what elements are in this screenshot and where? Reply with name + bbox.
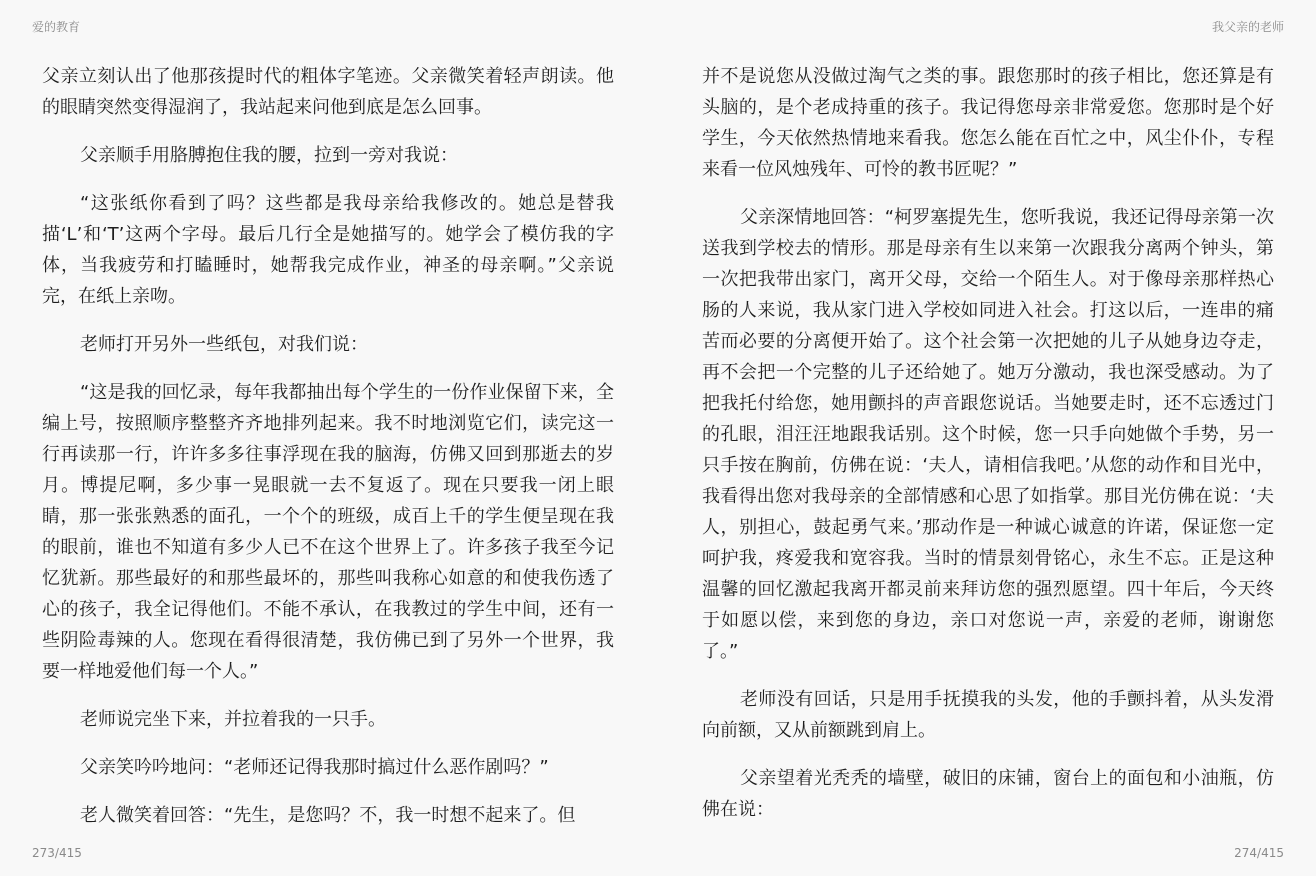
chapter-title: 我父亲的老师 (1211, 20, 1284, 34)
left-page[interactable] (42, 61, 614, 848)
book-title: 爱的教育 (32, 20, 81, 34)
paragraph: 老师说完坐下来，并拉着我的一只手。 (80, 709, 386, 730)
paragraph: 父亲立刻认出了他那孩提时代的粗体字笔迹。父亲微笑着轻声朗读。他的眼睛突然变得湿润了，我站起来问他到底是怎么回事。 (42, 66, 614, 118)
paragraph: 父亲望着光秃秃的墙壁，破旧的床铺，窗台上的面包和小油瓶，仿佛在说： (702, 768, 1274, 820)
right-page[interactable] (702, 61, 1274, 842)
paragraph: 老师打开另外一些纸包，对我们说： (80, 334, 368, 355)
left-page-number: 273/415 (32, 846, 82, 860)
paragraph: 父亲深情地回答：“柯罗塞提先生，您听我说，我还记得母亲第一次送我到学校去的情形。那是母亲有生以来第一次跟我分离两个钟头，第一次把我带出家门，离开父母，交给一个陌生人。对于像母亲那样热心肠的人来说，我从家门进入学校如同进入社会。打这以后，一连串的痛苦而必要的分离便开始了。这个社会第一次把她的儿子从她身边夺走，再不会把一个完整的儿子还给她了。她万分激动，我也深受感动。为了把我托付给您，她用颤抖的声音跟您说话。当她要走时，还不忘透过门的孔眼，泪汪汪地跟我话别。这个时候，您一只手向她做个手势，另一只手按在胸前，仿佛在说：‘夫人，请相信我吧。’从您的动作和目光中，我看得出您对我母亲的全部情感和心思了如指掌。那目光仿佛在说：‘夫人，别担心，鼓起勇气来。’那动作是一种诚心诚意的许诺，保证您一定呵护我，疼爱我和宽容我。当时的情景刻骨铭心，永生不忘。正是这种温馨的回忆激起我离开都灵前来拜访您的强烈愿望。四十年后，今天终于如愿以偿，来到您的身边，亲口对您说一声，亲爱的老师，谢谢您了。” (702, 207, 1274, 662)
paragraph: “这是我的回忆录，每年我都抽出每个学生的一份作业保留下来，全编上号，按照顺序整整齐齐地排列起来。我不时地浏览它们，读完这一行再读那一行，许许多多往事浮现在我的脑海，仿佛又回到那逝去的岁月。博提尼啊，多少事一晃眼就一去不复返了。现在只要我一闭上眼睛，那一张张熟悉的面孔，一个个的班级，成百上千的学生便呈现在我的眼前，谁也不知道有多少人已不在这个世界上了。许多孩子我至今记忆犹新。那些最好的和那些最坏的，那些叫我称心如意的和使我伤透了心的孩子，我全记得他们。不能不承认，在我教过的学生中间，还有一些阴险毒辣的人。您现在看得很清楚，我仿佛已到了另外一个世界，我要一样地爱他们每一个人。” (42, 382, 614, 682)
paragraph: 并不是说您从没做过淘气之类的事。跟您那时的孩子相比，您还算是有头脑的，是个老成持重的孩子。我记得您母亲非常爱您。您那时是个好学生，今天依然热情地来看我。您怎么能在百忙之中，风尘仆仆，专程来看一位风烛残年、可怜的教书匠呢？” (702, 66, 1274, 180)
paragraph: 老师没有回话，只是用手抚摸我的头发，他的手颤抖着，从头发滑向前额，又从前额跳到肩上。 (702, 689, 1274, 741)
paragraph: 父亲笑吟吟地问：“老师还记得我那时搞过什么恶作剧吗？” (80, 757, 549, 778)
paragraph: 老人微笑着回答：“先生，是您吗？不，我一时想不起来了。但 (80, 805, 576, 826)
paragraph: 父亲顺手用胳膊抱住我的腰，拉到一旁对我说： (80, 145, 458, 166)
paragraph: “这张纸你看到了吗？这些都是我母亲给我修改的。她总是替我描‘L’和‘T’这两个字母。最后几行全是她描写的。她学会了模仿我的字体，当我疲劳和打瞌睡时，她帮我完成作业，神圣的母亲啊。”父亲说完，在纸上亲吻。 (42, 193, 614, 307)
right-page-number: 274/415 (1234, 846, 1284, 860)
